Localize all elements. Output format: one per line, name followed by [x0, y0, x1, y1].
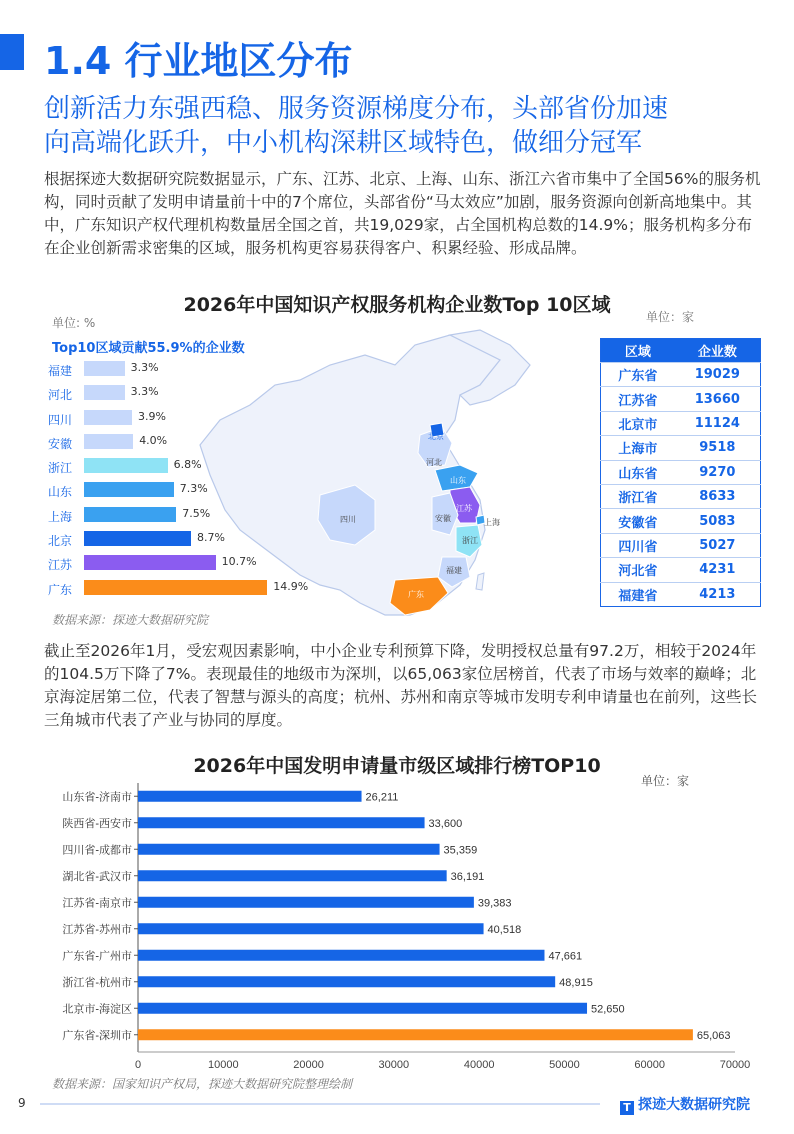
city-paragraph: 截止至2026年1月，受宏观因素影响，中小企业专利预算下降，发明授权总量有97.2万，相较于2024年的104.5万下降了7%。表现最佳的地级市为深圳，以65,063家位居榜首，代表了市场与效率的巅峰；北京海淀居第二位，代表了智慧与源头的高度；杭州、苏州和南京等城市发明专利申请量也在前列，这些长三角城市代表了产业与协同的厚度。: [44, 642, 758, 729]
table-row: [601, 582, 761, 606]
share-bar: [84, 458, 168, 473]
table-row: [601, 363, 761, 387]
map-label-fujian: 福建: [446, 566, 462, 575]
y-category-label: 湖北省-武汉市: [62, 870, 132, 883]
table-cell-region: 安徽省: [601, 509, 675, 533]
region-count-table: [600, 338, 761, 607]
share-bar-value: 10.7%: [221, 555, 257, 569]
share-bar: [84, 434, 133, 449]
city-bar: [138, 870, 447, 881]
share-bar: [84, 410, 132, 425]
share-bar-value: 7.3%: [179, 482, 208, 496]
share-bar-label: 广东: [48, 582, 73, 597]
chart1-unit-left: 单位: %: [52, 316, 96, 330]
share-bar-label: 河北: [48, 388, 73, 403]
table-header-row: [601, 339, 761, 363]
table-cell-count: 5027: [675, 533, 761, 557]
table-cell-region: 四川省: [601, 533, 675, 557]
city-bar: [138, 1003, 587, 1014]
share-bar-value: 7.5%: [182, 506, 211, 520]
share-bar-value: 14.9%: [273, 579, 309, 593]
table-cell-region: 浙江省: [601, 484, 675, 508]
x-tick-label: 60000: [634, 1059, 666, 1070]
table-cell-count: 13660: [675, 387, 761, 411]
share-bar-label: 山东: [48, 485, 73, 500]
table-row: [601, 387, 761, 411]
city-bar-value: 65,063: [696, 1029, 731, 1042]
city-bar: [138, 1029, 693, 1040]
city-bar: [138, 817, 425, 828]
share-bar: [84, 361, 125, 376]
x-tick-label: 50000: [549, 1059, 580, 1070]
footer-brand: [620, 1094, 750, 1115]
share-bar-label: 上海: [48, 509, 73, 524]
intro-paragraph: 根据探迹大数据研究院数据显示，广东、江苏、北京、上海、山东、浙江六省市集中了全国56%的服务机构，同时贡献了发明申请量前十中的7个席位，头部省份“马太效应”加剧，服务资源向创新高地集中。其中，广东知识产权代理机构数量居全国之首，共19,029家，占全国机构总数的14.9%；服务机构多分布在企业创新需求密集的区域，服务机构更容易获得客户、积累经验、形成品牌。: [44, 170, 761, 257]
x-tick-label: 70000: [719, 1059, 751, 1070]
share-bar-label: 浙江: [48, 461, 73, 476]
table-cell-count: 8633: [675, 484, 761, 508]
share-bar-value: 3.3%: [130, 385, 159, 399]
city-bar: [138, 976, 555, 987]
x-tick-label: 0: [134, 1059, 142, 1070]
share-bar: [84, 482, 174, 497]
chart2-title: 2026年中国发明申请量市级区域排行榜TOP10: [193, 755, 601, 777]
share-bar: [84, 531, 191, 546]
chart1-source: 数据来源：探迹大数据研究院: [52, 613, 209, 627]
share-bar-label: 江苏: [48, 558, 73, 573]
city-bar: [138, 844, 440, 855]
china-map: [180, 325, 600, 635]
chart1-unit-right: 单位：家: [646, 310, 695, 324]
city-bar: [138, 791, 362, 802]
map-label-beijing: 北京: [428, 432, 444, 441]
share-bar-value: 3.3%: [130, 361, 159, 374]
y-category-label: 北京市-海淀区: [62, 1003, 132, 1016]
table-cell-count: 11124: [675, 411, 761, 435]
brand-logo-icon: T: [620, 1101, 634, 1115]
x-tick-label: 10000: [207, 1059, 239, 1070]
city-bar: [138, 950, 544, 961]
table-row: [601, 509, 761, 533]
table-row: [601, 533, 761, 557]
city-bar-value: 52,650: [591, 1003, 625, 1016]
y-category-label: 浙江省-杭州市: [62, 976, 132, 989]
y-category-label: 广东省-深圳市: [62, 1029, 132, 1042]
y-category-label: 江苏省-南京市: [62, 897, 132, 910]
table-row: [601, 411, 761, 435]
x-tick-label: 30000: [378, 1059, 410, 1070]
map-label-hebei: 河北: [426, 458, 442, 467]
table-row: [601, 460, 761, 484]
table-header-region: 区域: [601, 339, 675, 363]
city-bar-value: 35,359: [443, 844, 478, 857]
city-bar-value: 40,518: [487, 923, 522, 936]
city-bar-value: 39,383: [477, 897, 512, 910]
table-header-count: 企业数: [675, 339, 761, 363]
map-label-jiangsu: 江苏: [456, 504, 472, 513]
chart2-unit: 单位：家: [641, 774, 690, 788]
subtitle-line-1: 创新活力东强西稳、服务资源梯度分布，头部省份加速: [44, 94, 669, 124]
map-label-shandong: 山东: [450, 476, 466, 485]
map-label-anhui: 安徽: [435, 514, 451, 523]
city-bar-value: 47,661: [548, 950, 583, 963]
table-row: [601, 558, 761, 582]
table-cell-count: 5083: [675, 509, 761, 533]
title-accent-bar: [0, 34, 24, 70]
footer-divider: [40, 1103, 600, 1105]
share-bar: [84, 507, 176, 522]
city-bar-value: 26,211: [365, 791, 399, 804]
share-bar-value: 4.0%: [139, 433, 168, 447]
chart2-source: 数据来源：国家知识产权局，探迹大数据研究院整理绘制: [52, 1077, 353, 1091]
china-map-svg: [180, 325, 600, 635]
table-cell-region: 广东省: [601, 363, 675, 387]
x-tick-label: 40000: [463, 1059, 495, 1070]
map-label-shanghai: 上海: [484, 518, 500, 527]
city-bar: [138, 923, 484, 934]
y-category-label: 陕西省-西安市: [62, 817, 132, 830]
share-bar-label: 安徽: [48, 436, 73, 451]
table-cell-region: 上海市: [601, 436, 675, 460]
map-label-guangdong: 广东: [408, 590, 424, 599]
table-cell-count: 4231: [675, 558, 761, 582]
x-tick-label: 20000: [293, 1059, 324, 1070]
y-category-label: 江苏省-苏州市: [62, 923, 132, 936]
share-bar-value: 8.7%: [197, 531, 225, 545]
share-bar-label: 福建: [48, 364, 73, 378]
y-category-label: 山东省-济南市: [62, 791, 132, 804]
section-title: 1.4 行业地区分布: [44, 39, 353, 83]
city-bar-value: 48,915: [559, 976, 593, 989]
city-bar: [138, 897, 474, 908]
table-cell-region: 山东省: [601, 460, 675, 484]
table-cell-count: 9270: [675, 460, 761, 484]
table-cell-region: 江苏省: [601, 387, 675, 411]
brand-name: 探迹大数据研究院: [638, 1097, 750, 1113]
y-category-label: 四川省-成都市: [62, 844, 132, 857]
table-row: [601, 436, 761, 460]
share-bar-label: 四川: [48, 412, 73, 427]
y-category-label: 广东省-广州市: [62, 950, 132, 963]
page-number: 9: [18, 1096, 26, 1110]
chart1-title: 2026年中国知识产权服务机构企业数Top 10区域: [183, 294, 611, 316]
taiwan-region: [476, 573, 484, 590]
city-bar-value: 36,191: [450, 870, 485, 883]
city-ranking-bar-chart: [30, 780, 770, 1070]
city-bar-value: 33,600: [428, 817, 463, 830]
table-cell-count: 9518: [675, 436, 761, 460]
share-bar: [84, 385, 125, 400]
section-subtitle: [44, 92, 784, 160]
table-cell-region: 福建省: [601, 582, 675, 606]
map-label-zhejiang: 浙江: [462, 536, 478, 545]
table-cell-count: 4213: [675, 582, 761, 606]
share-bar-value: 6.8%: [173, 458, 202, 472]
chart1-bar-subtitle: Top10区域贡献55.9%的企业数: [52, 341, 245, 356]
table-cell-region: 北京市: [601, 411, 675, 435]
subtitle-line-2: 向高端化跃升，中小机构深耕区域特色，做细分冠军: [44, 128, 643, 158]
map-label-sichuan: 四川: [340, 515, 356, 524]
table-cell-count: 19029: [675, 363, 761, 387]
table-row: [601, 484, 761, 508]
share-bar-label: 北京: [48, 534, 73, 549]
share-bar-value: 3.9%: [137, 409, 166, 423]
table-cell-region: 河北省: [601, 558, 675, 582]
